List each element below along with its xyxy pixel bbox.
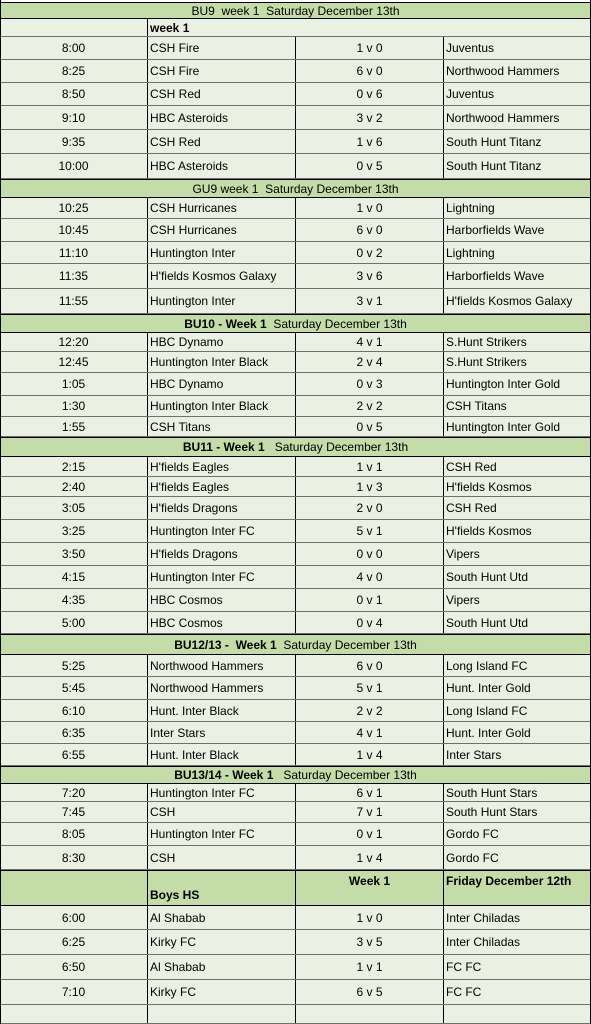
away-team: Inter Chiladas	[446, 910, 521, 925]
home-team: Huntington Inter Black	[148, 396, 296, 416]
game-time: 7:10	[0, 980, 148, 1004]
table-row	[0, 930, 591, 955]
score: 1 v 3	[296, 477, 444, 496]
score: 4 v 1	[296, 333, 444, 351]
table-row	[0, 60, 591, 83]
away-team: Gordo FC	[446, 827, 499, 841]
table-row	[0, 589, 591, 612]
table-row	[0, 955, 591, 980]
table-row	[0, 289, 591, 314]
home-team: H'fields Eagles	[148, 477, 296, 496]
home-team: Kirky FC	[148, 980, 296, 1004]
home-team: Huntington Inter Black	[148, 352, 296, 372]
score: 0 v 1	[296, 589, 444, 611]
section-title-division: BU13/14 - Week 1	[174, 768, 274, 782]
away-team: FC FC	[446, 985, 482, 999]
home-team: Northwood Hammers	[148, 677, 296, 699]
table-row	[0, 802, 591, 823]
table-row	[0, 655, 591, 677]
section-title	[0, 3, 591, 18]
home-team: CSH Fire	[148, 37, 296, 59]
game-time: 8:00	[0, 37, 148, 59]
table-row	[0, 83, 591, 106]
score: 2 v 4	[296, 352, 444, 372]
home-team: CSH Titans	[148, 417, 296, 436]
home-team: CSH Red	[148, 130, 296, 153]
table-row	[0, 457, 591, 477]
away-team: CSH Red	[446, 501, 497, 515]
table-row	[0, 242, 591, 264]
hs-week: Week 1	[296, 871, 444, 905]
score: 3 v 6	[296, 264, 444, 288]
score: 1 v 4	[296, 846, 444, 869]
game-time: 11:10	[0, 242, 148, 263]
score: 0 v 5	[296, 154, 444, 178]
away-team: South Hunt Titanz	[446, 159, 542, 173]
table-row	[0, 130, 591, 154]
home-team: HBC Cosmos	[148, 589, 296, 611]
home-team: CSH	[148, 802, 296, 822]
score: 0 v 6	[296, 83, 444, 105]
table-row	[0, 219, 591, 242]
game-time: 6:35	[0, 722, 148, 743]
away-team: South Hunt Stars	[446, 805, 538, 819]
game-time	[0, 1005, 148, 1023]
score: 3 v 1	[296, 289, 444, 313]
score: 6 v 0	[296, 655, 444, 676]
game-time: 11:55	[0, 289, 148, 313]
game-time: 6:10	[0, 700, 148, 721]
table-row	[0, 543, 591, 566]
home-team: Huntington Inter	[148, 289, 296, 313]
away-team: S.Hunt Strikers	[446, 335, 527, 349]
home-team: Hunt. Inter Black	[148, 744, 296, 765]
section-title-date: BU9 week 1 Saturday December 13th	[191, 3, 400, 18]
away-team: Long Island FC	[446, 658, 528, 673]
away-team: Hunt. Inter Gold	[446, 681, 531, 695]
away-team: Huntington Inter Gold	[446, 419, 561, 434]
hs-header	[0, 870, 591, 906]
table-row	[0, 396, 591, 417]
section-title-date: Saturday December 13th	[273, 768, 417, 782]
score: 6 v 5	[296, 980, 444, 1004]
table-row	[0, 154, 591, 179]
section-title	[0, 315, 591, 332]
score	[296, 1005, 444, 1023]
score: 7 v 1	[296, 802, 444, 822]
score: 0 v 4	[296, 612, 444, 633]
table-row	[0, 37, 591, 60]
game-time: 10:25	[0, 198, 148, 218]
away-team: H'fields Kosmos	[446, 479, 532, 494]
away-team: CSH Red	[446, 459, 497, 474]
home-team: Inter Stars	[148, 722, 296, 743]
score: 1 v 0	[296, 198, 444, 218]
score: 6 v 0	[296, 60, 444, 82]
away-team: Vipers	[446, 593, 480, 607]
table-row	[0, 417, 591, 437]
home-team: Huntington Inter FC	[148, 784, 296, 801]
home-team: CSH	[148, 846, 296, 869]
table-row	[0, 846, 591, 870]
home-team: CSH Hurricanes	[148, 198, 296, 218]
table-row	[0, 373, 591, 396]
game-time: 1:55	[0, 417, 148, 436]
game-time: 7:20	[0, 784, 148, 801]
away-team: CSH Titans	[446, 399, 507, 413]
away-team: South Hunt Titanz	[446, 134, 542, 149]
game-time: 1:30	[0, 396, 148, 416]
game-time: 3:50	[0, 543, 148, 565]
home-team: Huntington Inter FC	[148, 566, 296, 588]
section-header	[0, 634, 591, 655]
away-team: Gordo FC	[446, 850, 499, 865]
section-title	[0, 635, 591, 654]
score: 1 v 4	[296, 744, 444, 765]
away-team: Huntington Inter Gold	[446, 377, 561, 391]
section-header	[0, 179, 591, 198]
home-team: Kirky FC	[148, 930, 296, 954]
table-row	[0, 497, 591, 520]
score: 1 v 0	[296, 906, 444, 929]
game-time: 8:05	[0, 823, 148, 845]
section-title-date: Saturday December 13th	[266, 316, 407, 331]
game-time: 9:35	[0, 130, 148, 153]
game-time: 6:55	[0, 744, 148, 765]
away-team: Inter Stars	[446, 747, 502, 762]
section-title-date: Saturday December 13th	[276, 637, 417, 652]
table-row	[0, 520, 591, 543]
home-team: Northwood Hammers	[148, 655, 296, 676]
game-time: 5:00	[0, 612, 148, 633]
home-team: H'fields Eagles	[148, 457, 296, 476]
away-team: South Hunt Utd	[446, 615, 529, 630]
away-team	[444, 1005, 591, 1023]
score: 2 v 2	[296, 396, 444, 416]
away-team: S.Hunt Strikers	[446, 355, 527, 369]
section-title-date: GU9 week 1 Saturday December 13th	[192, 181, 399, 196]
week-label: week 1	[150, 20, 190, 35]
score: 0 v 0	[296, 543, 444, 565]
game-time: 12:45	[0, 352, 148, 372]
section-title	[0, 767, 591, 783]
game-time: 1:05	[0, 373, 148, 395]
section-header	[0, 2, 591, 19]
home-team: CSH Red	[148, 83, 296, 105]
section-title-division: BU10 - Week 1	[184, 316, 267, 331]
game-time: 3:25	[0, 520, 148, 542]
hs-label: Boys HS	[148, 871, 296, 905]
away-team: Harborfields Wave	[446, 223, 545, 237]
score: 0 v 5	[296, 417, 444, 436]
game-time: 6:25	[0, 930, 148, 954]
table-row	[0, 198, 591, 219]
away-team: South Hunt Utd	[446, 570, 529, 584]
table-row	[0, 980, 591, 1005]
away-team: Northwood Hammers	[446, 110, 560, 125]
score: 0 v 3	[296, 373, 444, 395]
score: 1 v 1	[296, 457, 444, 476]
score: 6 v 1	[296, 784, 444, 801]
table-row	[0, 477, 591, 497]
home-team: Huntington Inter FC	[148, 823, 296, 845]
game-time: 3:05	[0, 497, 148, 519]
section-title-division: BU11 - Week 1	[182, 440, 265, 454]
game-time: 10:00	[0, 154, 148, 178]
home-team: Hunt. Inter Black	[148, 700, 296, 721]
away-team: Harborfields Wave	[446, 269, 545, 283]
home-team: HBC Asteroids	[148, 106, 296, 129]
section-header	[0, 766, 591, 784]
score: 1 v 6	[296, 130, 444, 153]
home-team: Al Shabab	[148, 955, 296, 979]
home-team	[148, 1005, 296, 1023]
section-header	[0, 314, 591, 333]
table-row	[0, 722, 591, 744]
home-team: CSH Hurricanes	[148, 219, 296, 241]
section-title-date: Saturday December 13th	[264, 440, 409, 454]
game-time: 2:40	[0, 477, 148, 496]
score: 3 v 2	[296, 106, 444, 129]
table-row	[0, 566, 591, 589]
game-time: 8:30	[0, 846, 148, 869]
score: 0 v 2	[296, 242, 444, 263]
table-row	[0, 106, 591, 130]
away-team: FC FC	[446, 960, 482, 974]
game-time: 6:00	[0, 906, 148, 929]
away-team: South Hunt Stars	[446, 785, 538, 800]
home-team: H'fields Dragons	[148, 497, 296, 519]
away-team: Lightning	[446, 245, 495, 260]
week-label-row	[0, 19, 591, 37]
home-team: HBC Asteroids	[148, 154, 296, 178]
home-team: CSH Fire	[148, 60, 296, 82]
score: 4 v 0	[296, 566, 444, 588]
section-title-division: BU12/13 - Week 1	[174, 637, 277, 652]
score: 1 v 0	[296, 37, 444, 59]
score: 1 v 1	[296, 955, 444, 979]
table-row	[0, 1005, 591, 1024]
away-team: Juventus	[446, 87, 495, 101]
section-title	[0, 438, 591, 456]
game-time: 6:50	[0, 955, 148, 979]
away-team: Juventus	[446, 41, 495, 55]
away-team: Long Island FC	[446, 703, 528, 718]
table-row	[0, 677, 591, 700]
empty-cell	[0, 19, 148, 36]
score: 2 v 2	[296, 700, 444, 721]
game-time: 7:45	[0, 802, 148, 822]
empty-cell	[0, 871, 148, 905]
game-time: 4:35	[0, 589, 148, 611]
score: 5 v 1	[296, 677, 444, 699]
game-time: 4:15	[0, 566, 148, 588]
game-time: 10:45	[0, 219, 148, 241]
home-team: HBC Cosmos	[148, 612, 296, 633]
game-time: 2:15	[0, 457, 148, 476]
hs-date: Friday December 12th	[446, 874, 572, 888]
score: 3 v 5	[296, 930, 444, 954]
game-time: 11:35	[0, 264, 148, 288]
away-team: Northwood Hammers	[446, 64, 560, 78]
home-team: Huntington Inter FC	[148, 520, 296, 542]
game-time: 8:50	[0, 83, 148, 105]
away-team: Inter Chiladas	[446, 935, 521, 949]
away-team: H'fields Kosmos	[446, 524, 532, 538]
table-row	[0, 264, 591, 289]
table-row	[0, 352, 591, 373]
home-team: Al Shabab	[148, 906, 296, 929]
table-row	[0, 823, 591, 846]
table-row	[0, 784, 591, 802]
home-team: Huntington Inter	[148, 242, 296, 263]
game-time: 5:45	[0, 677, 148, 699]
away-team: Vipers	[446, 547, 480, 561]
game-time: 9:10	[0, 106, 148, 129]
score: 4 v 1	[296, 722, 444, 743]
away-team: Hunt. Inter Gold	[446, 725, 531, 740]
away-team: H'fields Kosmos Galaxy	[446, 294, 573, 308]
home-team: H'fields Kosmos Galaxy	[148, 264, 296, 288]
home-team: HBC Dynamo	[148, 333, 296, 351]
table-row	[0, 744, 591, 766]
table-row	[0, 906, 591, 930]
table-row	[0, 612, 591, 634]
score: 2 v 0	[296, 497, 444, 519]
game-time: 5:25	[0, 655, 148, 676]
score: 6 v 0	[296, 219, 444, 241]
table-row	[0, 333, 591, 352]
section-title	[0, 180, 591, 197]
game-time: 12:20	[0, 333, 148, 351]
game-time: 8:25	[0, 60, 148, 82]
home-team: HBC Dynamo	[148, 373, 296, 395]
table-row	[0, 700, 591, 722]
section-header	[0, 437, 591, 457]
away-team: Lightning	[446, 201, 495, 215]
home-team: H'fields Dragons	[148, 543, 296, 565]
score: 0 v 1	[296, 823, 444, 845]
score: 5 v 1	[296, 520, 444, 542]
